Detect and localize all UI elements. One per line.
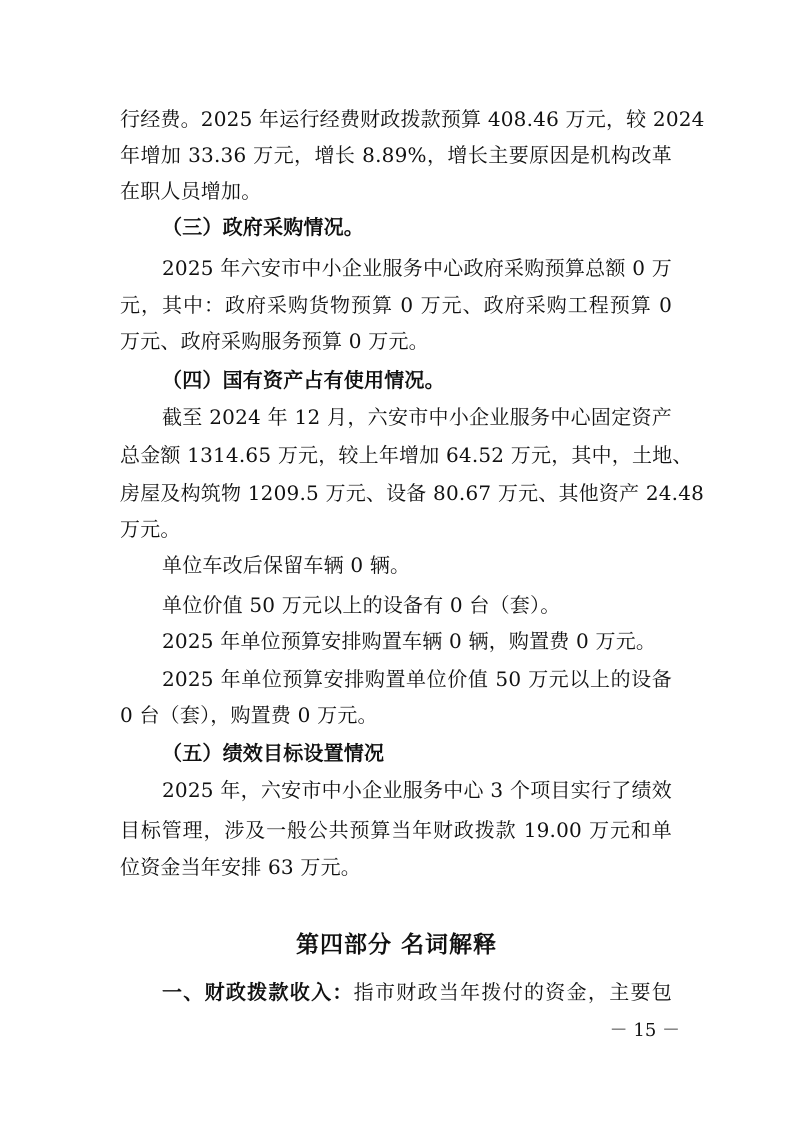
- budget-paragraph-line-2: 年增加 33.36 万元，增长 8.89%，增长主要原因是机构改革: [120, 143, 672, 167]
- vehicle-purchase-text: 2025 年单位预算安排购置车辆 0 辆，购置费 0 万元。: [162, 629, 657, 653]
- assets-heading: （四）国有资产占有使用情况。: [162, 368, 445, 392]
- vehicles-retained-text: 单位车改后保留车辆 0 辆。: [162, 553, 411, 577]
- procurement-paragraph-line-2: 元，其中：政府采购货物预算 0 万元、政府采购工程预算 0: [120, 293, 672, 317]
- part-four-title: 第四部分 名词解释: [295, 932, 497, 958]
- assets-paragraph-line-3: 房屋及构筑物 1209.5 万元、设备 80.67 万元、其他资产 24.48: [120, 481, 705, 505]
- procurement-paragraph-line-1: 2025 年六安市中小企业服务中心政府采购预算总额 0 万: [162, 256, 672, 280]
- equipment-purchase-line-2: 0 台（套），购置费 0 万元。: [120, 703, 378, 727]
- equipment-purchase-line-1: 2025 年单位预算安排购置单位价值 50 万元以上的设备: [162, 667, 672, 691]
- procurement-heading: （三）政府采购情况。: [162, 215, 364, 239]
- procurement-paragraph-line-3: 万元、政府采购服务预算 0 万元。: [120, 329, 429, 353]
- performance-paragraph-line-3: 位资金当年安排 63 万元。: [120, 855, 361, 879]
- term-text: 指市财政当年拨付的资金，主要包: [353, 980, 672, 1004]
- assets-paragraph-line-1: 截至 2024 年 12 月，六安市中小企业服务中心固定资产: [162, 405, 672, 429]
- assets-paragraph-line-4: 万元。: [120, 517, 181, 541]
- equipment-count-text: 单位价值 50 万元以上的设备有 0 台（套）。: [162, 593, 561, 617]
- performance-paragraph-line-2: 目标管理，涉及一般公共预算当年财政拨款 19.00 万元和单: [120, 818, 672, 842]
- performance-paragraph-line-1: 2025 年，六安市中小企业服务中心 3 个项目实行了绩效: [162, 778, 672, 802]
- budget-paragraph-line-1: 行经费。2025 年运行经费财政拨款预算 408.46 万元，较 2024: [120, 107, 705, 131]
- budget-paragraph-line-3: 在职人员增加。: [120, 179, 262, 203]
- term-label: 一、财政拨款收入：: [162, 980, 354, 1004]
- page-number: － 15 －: [609, 1020, 680, 1041]
- term-definition-1: [162, 974, 672, 1010]
- performance-heading: （五）绩效目标设置情况: [162, 741, 385, 765]
- assets-paragraph-line-2: 总金额 1314.65 万元，较上年增加 64.52 万元，其中，土地、: [120, 443, 693, 467]
